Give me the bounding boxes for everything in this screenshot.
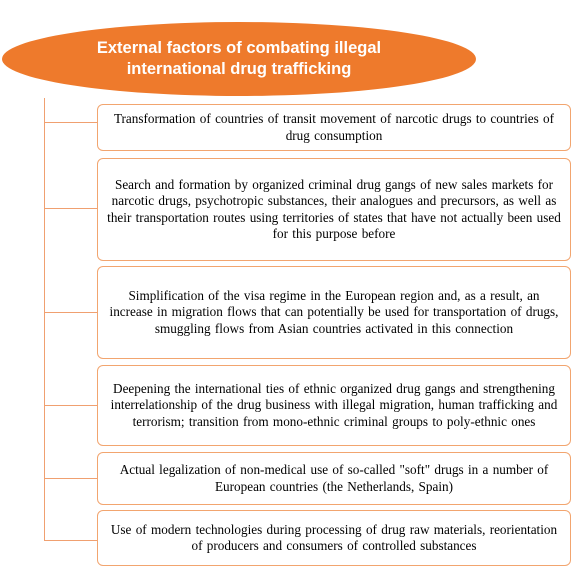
connector-branch-4 bbox=[44, 405, 97, 406]
connector-branch-3 bbox=[44, 312, 97, 313]
factor-box-3 bbox=[97, 266, 571, 359]
factor-text-1: Transformation of countries of transit movement of narcotic drugs to countries of drug consumption bbox=[113, 111, 555, 143]
connector-branch-6 bbox=[44, 540, 97, 541]
factor-text-5: Actual legalization of non-medical use of so-called "soft" drugs in a number of European countries (the Netherlands, Spain) bbox=[119, 462, 549, 494]
factor-box-1 bbox=[97, 104, 571, 151]
factor-box-2 bbox=[97, 158, 571, 261]
factor-text-4: Deepening the international ties of ethnic organized drug gangs and strengthening interrelationship of the drug business with illegal migration, human trafficking and terrorism; transition from mono-ethnic criminal groups to poly-ethnic ones bbox=[110, 380, 558, 429]
factor-text-2: Search and formation by organized criminal drug gangs of new sales markets for narcotic drugs, psychotropic substances, their analogues and precursors, as well as their transportation routes using territories of states that have not actually been used for this purpose before bbox=[107, 176, 561, 241]
factor-box-4 bbox=[97, 365, 571, 446]
diagram-title: External factors of combating illegal international drug trafficking bbox=[96, 39, 382, 78]
title-ellipse bbox=[2, 22, 476, 96]
connector-branch-2 bbox=[44, 208, 97, 209]
factor-text-3: Simplification of the visa regime in the European region and, as a result, an increase in migration flows that can potentially be used for transportation of drugs, smuggling flows from Asian countries activated in this connection bbox=[109, 287, 559, 336]
factor-box-5 bbox=[97, 452, 571, 505]
connector-branch-5 bbox=[44, 478, 97, 479]
factor-text-6: Use of modern technologies during processing of drug raw materials, reorientation of producers and consumers of controlled substances bbox=[110, 521, 558, 553]
connector-branch-1 bbox=[44, 122, 97, 123]
connector-spine bbox=[44, 98, 45, 541]
factor-box-6 bbox=[97, 510, 571, 566]
